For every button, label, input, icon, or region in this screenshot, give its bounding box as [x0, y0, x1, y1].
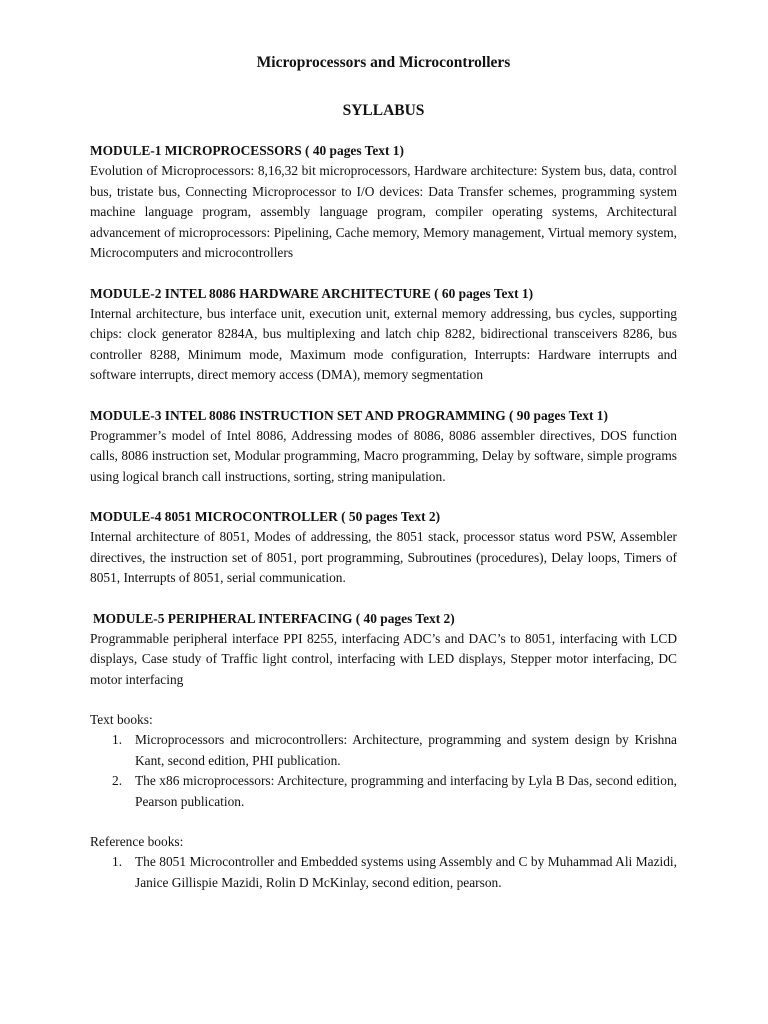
module-3-body: Programmer’s model of Intel 8086, Addressing modes of 8086, 8086 assembler directives, DOS function calls, 8086 instruction set, Modular programming, Macro programming, Delay by software, simple programs using logical branch call instructions, sorting, string manipulation. — [90, 427, 677, 484]
module-1-heading: MODULE-1 MICROPROCESSORS ( 40 pages Text 1) — [90, 143, 404, 158]
module-4-heading: MODULE-4 8051 MICROCONTROLLER ( 50 pages Text 2) — [90, 509, 441, 524]
reference-books-label: Reference books: — [90, 834, 184, 849]
module-5-heading: MODULE-5 PERIPHERAL INTERFACING ( 40 pages Text 2) — [93, 610, 455, 626]
module-2 — [90, 283, 677, 386]
module-2-body: Internal architecture, bus interface unit, execution unit, external memory addressing, bus cycles, supporting chips: clock generator 8284A, bus multiplexing and latch chip 8282, bidirectional transceivers 8286, bus controller 8288, Minimum mode, Maximum mode configuration, Interrupts: Hardware interrupts and software interrupts, direct memory access (DMA), memory segmentation — [90, 305, 677, 382]
list-item — [90, 730, 677, 771]
document-title: Microprocessors and Microcontrollers — [256, 54, 511, 71]
reference-books-section — [90, 831, 677, 893]
module-4-body: Internal architecture of 8051, Modes of addressing, the 8051 stack, processor status word PSW, Assembler directives, the instruction set of 8051, port programming, Subroutines (procedures), Delay loops, Timers of 8051, Interrupts of 8051, serial communication. — [90, 529, 677, 585]
list-item-text: Microprocessors and microcontrollers: Architecture, programming and system design by Krishna Kant, second edition, PHI publication. — [135, 732, 677, 768]
module-1-body: Evolution of Microprocessors: 8,16,32 bit microprocessors, Hardware architecture: System bus, data, control bus, tristate bus, Connecting Microprocessor to I/O devices: Data Transfer schemes, programming system machine language program, assembly language program, compiler operating systems, Architectural advancement of microprocessors: Pipelining, Cache memory, Memory management, Virtual memory system, Microcomputers and microcontrollers — [90, 163, 677, 260]
text-books-label: Text books: — [90, 712, 153, 727]
text-books-list — [90, 730, 677, 812]
list-item-number: 1. — [112, 732, 123, 747]
list-item-text: The x86 microprocessors: Architecture, programming and interfacing by Lyla B Das, second edition, Pearson publication. — [135, 773, 677, 809]
list-item — [90, 771, 677, 812]
list-item-number: 2. — [112, 773, 123, 788]
module-4 — [90, 506, 677, 589]
list-item — [90, 852, 677, 893]
module-5 — [90, 608, 677, 691]
syllabus-heading: SYLLABUS — [342, 102, 425, 119]
reference-books-list — [90, 852, 677, 893]
module-5-body: Programmable peripheral interface PPI 8255, interfacing ADC’s and DAC’s to 8051, interfacing with LCD displays, Case study of Traffic light control, interfacing with LED displays, Stepper motor interfacing, DC motor interfacing — [90, 630, 677, 687]
module-3-heading: MODULE-3 INTEL 8086 INSTRUCTION SET AND PROGRAMMING ( 90 pages Text 1) — [90, 407, 608, 423]
list-item-number: 1. — [112, 854, 123, 869]
module-1 — [90, 140, 677, 264]
list-item-text: The 8051 Microcontroller and Embedded systems using Assembly and C by Muhammad Ali Mazidi, Janice Gillispie Mazidi, Rolin D McKinlay, second edition, pearson. — [135, 854, 677, 890]
module-2-heading: MODULE-2 INTEL 8086 HARDWARE ARCHITECTURE ( 60 pages Text 1) — [90, 285, 534, 301]
text-books-section — [90, 709, 677, 812]
module-3 — [90, 405, 677, 488]
